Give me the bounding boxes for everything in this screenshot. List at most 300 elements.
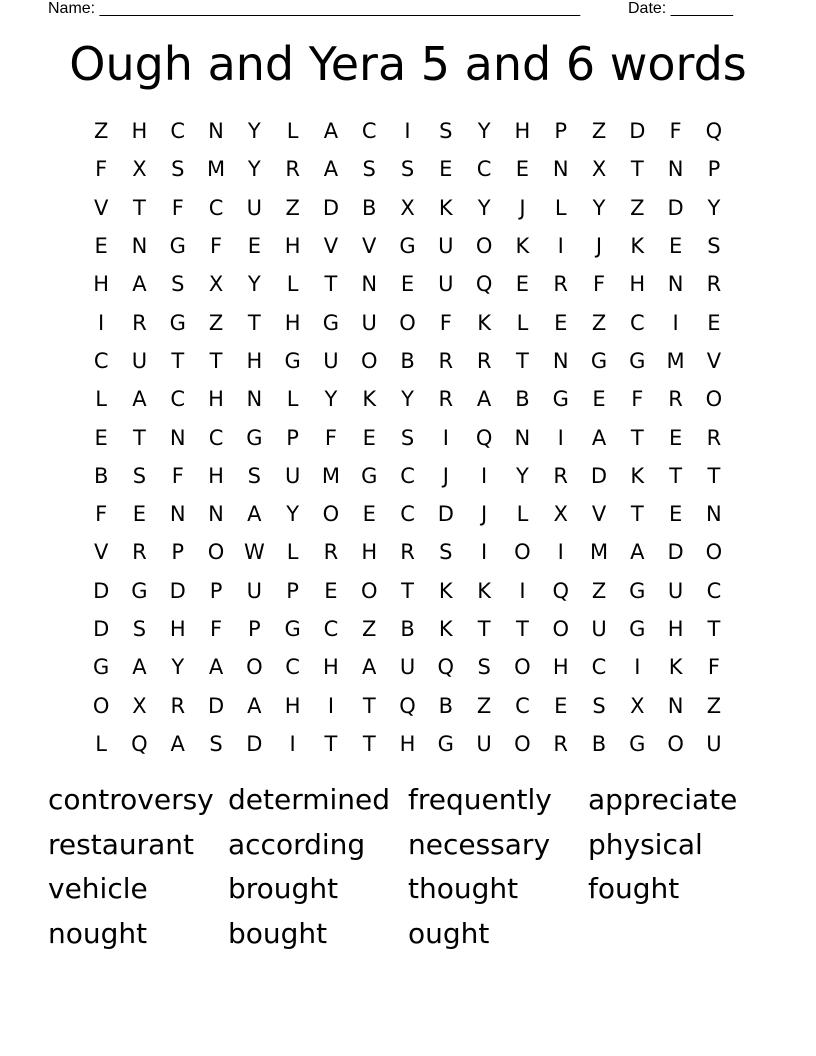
grid-letter: U <box>438 272 454 297</box>
grid-letter: O <box>667 731 684 756</box>
grid-letter: Q <box>131 731 148 756</box>
grid-letter: S <box>592 693 606 718</box>
grid-letter: A <box>132 655 147 680</box>
grid-letter: E <box>94 425 108 450</box>
grid-letter: I <box>557 425 564 450</box>
grid-letter: H <box>131 119 148 144</box>
grid-letter: H <box>552 655 569 680</box>
grid-letter: B <box>591 731 607 756</box>
grid-letter: F <box>171 463 184 488</box>
grid-letter: L <box>286 540 299 565</box>
grid-letter: R <box>706 425 722 450</box>
grid-letter: E <box>132 502 147 527</box>
grid-letter: O <box>514 731 531 756</box>
grid-letter: E <box>362 425 376 450</box>
grid-letter: F <box>707 655 720 680</box>
grid-letter: D <box>207 693 225 718</box>
grid-letter: A <box>247 693 262 718</box>
grid-letter: R <box>476 348 492 373</box>
grid-letter: T <box>707 617 721 641</box>
grid-letter: M <box>589 540 609 565</box>
grid-letter: N <box>246 387 263 412</box>
grid-letter: G <box>437 731 454 756</box>
grid-letter: G <box>246 425 263 450</box>
grid-letter: T <box>133 425 146 450</box>
grid-letter: A <box>323 157 339 182</box>
grid-letter: L <box>95 731 107 756</box>
word-bank-item: according <box>228 827 366 861</box>
grid-letter: I <box>481 540 488 565</box>
grid-letter: Q <box>399 693 416 718</box>
grid-letter: U <box>706 731 722 756</box>
grid-letter: O <box>322 502 340 527</box>
grid-letter: Q <box>437 655 455 680</box>
grid-letter: U <box>131 348 148 373</box>
grid-letter: I <box>404 119 411 144</box>
grid-letter: K <box>477 310 491 335</box>
word-bank-item: thought <box>408 872 519 905</box>
grid-letter: H <box>629 272 646 297</box>
grid-letter: H <box>284 693 301 718</box>
grid-letter: O <box>207 540 225 565</box>
grid-letter: H <box>246 348 263 373</box>
grid-letter: S <box>477 655 491 680</box>
grid-letter: G <box>322 310 340 335</box>
grid-letter: E <box>668 502 683 527</box>
grid-letter: X <box>591 157 607 182</box>
grid-letter: V <box>591 502 607 527</box>
grid-letter: T <box>630 425 644 450</box>
grid-letter: X <box>553 502 568 527</box>
grid-letter: R <box>706 272 722 297</box>
grid-letter: R <box>400 540 415 565</box>
grid-letter: I <box>98 310 105 335</box>
grid-letter: R <box>553 463 568 488</box>
grid-letter: Z <box>93 119 109 144</box>
grid-letter: V <box>706 348 722 373</box>
grid-letter: F <box>209 234 223 259</box>
grid-letter: J <box>595 234 603 259</box>
word-bank-item: restaurant <box>48 827 194 861</box>
name-field-label: Name: ______________________________________________________ <box>48 0 581 17</box>
grid-letter: B <box>438 693 454 718</box>
grid-letter: A <box>323 119 339 144</box>
grid-letter: C <box>706 578 722 603</box>
grid-letter: C <box>476 157 492 182</box>
grid-letter: J <box>519 195 526 220</box>
grid-letter: G <box>552 387 569 412</box>
grid-letter: C <box>400 463 415 488</box>
word-bank-item: fought <box>588 872 680 905</box>
grid-letter: Z <box>208 310 224 335</box>
grid-letter: F <box>171 195 184 220</box>
grid-letter: T <box>362 693 376 718</box>
grid-letter: S <box>439 540 453 565</box>
grid-letter: V <box>93 195 109 220</box>
grid-letter: X <box>208 272 224 297</box>
grid-letter: U <box>667 578 684 603</box>
grid-letter: X <box>132 693 147 718</box>
grid-letter: A <box>132 272 147 297</box>
grid-letter: O <box>514 655 531 680</box>
grid-letter: X <box>132 157 147 182</box>
grid-letter: F <box>324 425 337 450</box>
grid-letter: E <box>324 578 338 603</box>
grid-letter: Y <box>477 119 491 144</box>
grid-letter: C <box>208 425 224 450</box>
grid-letter: L <box>554 195 567 220</box>
grid-letter: U <box>284 463 301 488</box>
grid-letter: K <box>362 387 377 412</box>
grid-letter: T <box>401 578 414 603</box>
grid-letter: G <box>590 348 608 373</box>
grid-letter: Z <box>591 310 607 335</box>
grid-letter: C <box>170 119 186 144</box>
grid-letter: I <box>672 310 679 335</box>
grid-letter: Q <box>475 425 493 450</box>
grid-letter: C <box>591 655 607 680</box>
grid-letter: F <box>209 617 223 641</box>
grid-letter: J <box>481 502 488 527</box>
grid-letter: N <box>667 157 684 182</box>
grid-letter: T <box>324 272 338 297</box>
grid-letter: N <box>361 272 378 297</box>
grid-letter: Z <box>285 195 300 220</box>
grid-letter: N <box>514 425 531 450</box>
grid-letter: U <box>246 578 263 603</box>
grid-letter: U <box>438 234 454 259</box>
grid-letter: T <box>362 731 376 756</box>
grid-letter: E <box>554 310 568 335</box>
grid-letter: Y <box>707 195 721 220</box>
grid-letter: G <box>361 463 378 488</box>
grid-letter: S <box>171 272 185 297</box>
grid-letter: R <box>668 387 683 412</box>
grid-letter: A <box>170 731 185 756</box>
grid-letter: S <box>707 234 721 259</box>
grid-letter: G <box>169 234 186 259</box>
grid-letter: E <box>515 272 530 297</box>
grid-letter: S <box>171 157 185 182</box>
grid-letter: D <box>322 195 340 220</box>
grid-letter: S <box>400 425 415 450</box>
grid-letter: O <box>399 310 416 335</box>
grid-letter: B <box>400 617 415 641</box>
grid-letter: P <box>171 540 185 565</box>
grid-letter: C <box>93 348 109 373</box>
grid-letter: N <box>169 425 186 450</box>
grid-letter: E <box>400 272 415 297</box>
grid-letter: F <box>592 272 606 297</box>
grid-letter: E <box>94 234 108 259</box>
grid-letter: G <box>629 578 646 603</box>
grid-letter: A <box>208 655 224 680</box>
grid-letter: L <box>516 310 529 335</box>
grid-letter: L <box>286 387 299 412</box>
grid-letter: C <box>208 195 224 220</box>
grid-letter: E <box>515 157 530 182</box>
grid-letter: P <box>286 425 299 450</box>
grid-letter: N <box>667 272 684 297</box>
grid-letter: E <box>668 234 683 259</box>
grid-letter: H <box>667 617 684 641</box>
grid-letter: I <box>327 693 335 718</box>
grid-letter: B <box>93 463 109 488</box>
word-bank-item: controversy <box>48 783 214 816</box>
grid-letter: K <box>515 234 530 259</box>
grid-letter: O <box>705 387 723 412</box>
grid-letter: Q <box>475 272 493 297</box>
grid-letter: Z <box>706 693 722 718</box>
word-bank-item: vehicle <box>48 872 148 905</box>
grid-letter: I <box>442 425 449 450</box>
grid-letter: H <box>323 655 339 680</box>
grid-letter: B <box>400 348 415 373</box>
grid-letter: L <box>286 272 299 297</box>
grid-letter: X <box>630 693 645 718</box>
word-bank-item: physical <box>588 827 703 861</box>
grid-letter: P <box>707 157 721 182</box>
grid-letter: Q <box>552 578 569 603</box>
grid-letter: F <box>95 157 108 182</box>
grid-letter: F <box>439 310 452 335</box>
grid-letter: W <box>243 540 265 565</box>
grid-letter: O <box>92 693 110 718</box>
grid-letter: D <box>437 502 454 527</box>
grid-letter: T <box>669 463 683 488</box>
grid-letter: N <box>667 693 684 718</box>
grid-letter: C <box>285 655 300 680</box>
grid-letter: S <box>362 157 376 182</box>
grid-letter: I <box>289 731 296 756</box>
grid-letter: S <box>132 617 147 641</box>
grid-letter: N <box>552 348 569 373</box>
grid-letter: I <box>634 655 641 680</box>
grid-letter: C <box>361 119 377 144</box>
grid-letter: G <box>629 617 646 641</box>
grid-letter: C <box>515 693 530 718</box>
grid-letter: Q <box>705 119 723 144</box>
grid-letter: G <box>169 310 186 335</box>
grid-letter: E <box>707 310 721 335</box>
grid-letter: S <box>247 463 261 488</box>
grid-letter: G <box>629 348 646 373</box>
grid-letter: N <box>552 157 569 182</box>
grid-letter: R <box>438 387 454 412</box>
grid-letter: O <box>705 540 723 565</box>
grid-letter: U <box>591 617 607 641</box>
grid-letter: I <box>519 578 526 603</box>
grid-letter: D <box>246 731 263 756</box>
grid-letter: G <box>284 348 301 373</box>
grid-letter: K <box>438 195 453 220</box>
word-bank-item: ought <box>408 916 490 950</box>
grid-letter: D <box>667 195 684 220</box>
grid-letter: D <box>93 578 110 603</box>
grid-letter: O <box>246 655 263 680</box>
grid-letter: B <box>515 387 530 412</box>
grid-letter: P <box>248 617 261 641</box>
grid-letter: K <box>477 578 491 603</box>
letter-grid <box>82 112 733 763</box>
grid-letter: Z <box>591 578 607 603</box>
word-bank-item: necessary <box>408 827 551 861</box>
grid-letter: Y <box>324 387 338 412</box>
grid-letter: R <box>553 731 568 756</box>
grid-letter: O <box>360 348 378 373</box>
grid-letter: Y <box>286 502 300 527</box>
grid-letter: B <box>362 195 377 220</box>
grid-letter: R <box>553 272 568 297</box>
grid-letter: Y <box>516 463 529 488</box>
grid-letter: V <box>93 540 109 565</box>
grid-letter: F <box>669 119 682 144</box>
grid-letter: A <box>630 540 645 565</box>
grid-letter: L <box>516 502 529 527</box>
grid-letter: U <box>361 310 377 335</box>
grid-letter: F <box>631 387 644 412</box>
grid-letter: E <box>592 387 606 412</box>
grid-letter: G <box>629 731 646 756</box>
grid-letter: Z <box>362 617 377 641</box>
grid-letter: S <box>439 119 453 144</box>
grid-letter: D <box>93 617 110 641</box>
grid-letter: S <box>132 463 147 488</box>
grid-letter: T <box>516 348 529 373</box>
grid-letter: C <box>629 310 645 335</box>
grid-letter: D <box>169 578 186 603</box>
grid-letter: U <box>246 195 263 220</box>
grid-letter: T <box>171 348 185 373</box>
word-bank-item: brought <box>228 872 339 905</box>
grid-letter: T <box>209 348 223 373</box>
grid-letter: Y <box>592 195 606 220</box>
grid-letter: Z <box>591 119 607 144</box>
grid-letter: Y <box>401 387 414 412</box>
grid-letter: T <box>630 157 644 182</box>
grid-letter: R <box>132 540 147 565</box>
grid-letter: K <box>668 655 683 680</box>
grid-letter: H <box>93 272 110 297</box>
grid-letter: A <box>362 655 377 680</box>
word-bank <box>48 778 768 956</box>
grid-letter: E <box>362 502 376 527</box>
grid-letter: Z <box>630 195 645 220</box>
grid-letter: P <box>209 578 223 603</box>
grid-letter: A <box>476 387 492 412</box>
grid-letter: C <box>170 387 186 412</box>
word-bank-item: bought <box>228 916 328 950</box>
grid-letter: O <box>475 234 493 259</box>
grid-letter: T <box>133 195 146 220</box>
grid-letter: H <box>514 119 531 144</box>
grid-letter: A <box>247 502 262 527</box>
grid-letter: D <box>629 119 646 144</box>
grid-letter: H <box>208 463 224 488</box>
grid-letter: Y <box>477 195 491 220</box>
grid-letter: E <box>554 693 568 718</box>
grid-letter: G <box>93 655 110 680</box>
grid-letter: C <box>400 502 415 527</box>
grid-letter: V <box>323 234 339 259</box>
grid-letter: Z <box>476 693 492 718</box>
grid-letter: H <box>169 617 186 641</box>
grid-letter: T <box>477 617 491 641</box>
grid-letter: R <box>323 540 339 565</box>
grid-letter: M <box>321 463 340 488</box>
grid-letter: X <box>400 195 415 220</box>
word-bank-item: determined <box>228 783 391 816</box>
grid-letter: N <box>208 502 224 527</box>
grid-letter: L <box>95 387 107 412</box>
grid-letter: R <box>132 310 147 335</box>
grid-letter: D <box>667 540 684 565</box>
grid-letter: T <box>630 502 644 527</box>
grid-letter: H <box>284 234 301 259</box>
grid-letter: O <box>360 578 378 603</box>
grid-letter: U <box>399 655 416 680</box>
grid-letter: K <box>630 234 645 259</box>
grid-letter: C <box>323 617 339 641</box>
grid-letter: M <box>666 348 685 373</box>
grid-letter: E <box>247 234 261 259</box>
grid-letter: K <box>438 578 453 603</box>
grid-letter: U <box>323 348 339 373</box>
word-bank-item: appreciate <box>588 783 738 816</box>
grid-letter: T <box>707 463 721 488</box>
grid-letter: Y <box>247 119 261 144</box>
grid-letter: S <box>209 731 223 756</box>
grid-letter: Y <box>247 157 261 182</box>
grid-letter: O <box>514 540 531 565</box>
grid-letter: H <box>361 540 378 565</box>
grid-letter: E <box>439 157 453 182</box>
word-bank-item: frequently <box>408 783 552 816</box>
grid-letter: H <box>208 387 224 412</box>
grid-letter: N <box>706 502 722 527</box>
grid-letter: R <box>438 348 454 373</box>
grid-letter: T <box>324 731 338 756</box>
grid-letter: E <box>668 425 683 450</box>
grid-letter: F <box>95 502 108 527</box>
grid-letter: M <box>206 157 226 182</box>
grid-letter: K <box>438 617 453 641</box>
grid-letter: Y <box>171 655 185 680</box>
grid-letter: N <box>169 502 186 527</box>
grid-letter: P <box>554 119 568 144</box>
grid-letter: I <box>557 540 564 565</box>
grid-letter: H <box>399 731 416 756</box>
grid-letter: I <box>557 234 564 259</box>
grid-letter: S <box>400 157 415 182</box>
grid-letter: G <box>284 617 301 641</box>
grid-letter: U <box>476 731 492 756</box>
grid-letter: L <box>286 119 299 144</box>
grid-letter: N <box>131 234 148 259</box>
grid-letter: N <box>208 119 224 144</box>
grid-letter: T <box>247 310 261 335</box>
puzzle-title: Ough and Yera 5 and 6 words <box>69 37 747 91</box>
word-bank-item: nought <box>48 916 148 950</box>
header <box>48 0 748 20</box>
grid-letter: Y <box>247 272 261 297</box>
grid-letter: P <box>286 578 299 603</box>
grid-letter: O <box>552 617 569 641</box>
grid-letter: V <box>362 234 377 259</box>
grid-letter: I <box>481 463 488 488</box>
grid-letter: A <box>591 425 607 450</box>
grid-letter: G <box>399 234 416 259</box>
